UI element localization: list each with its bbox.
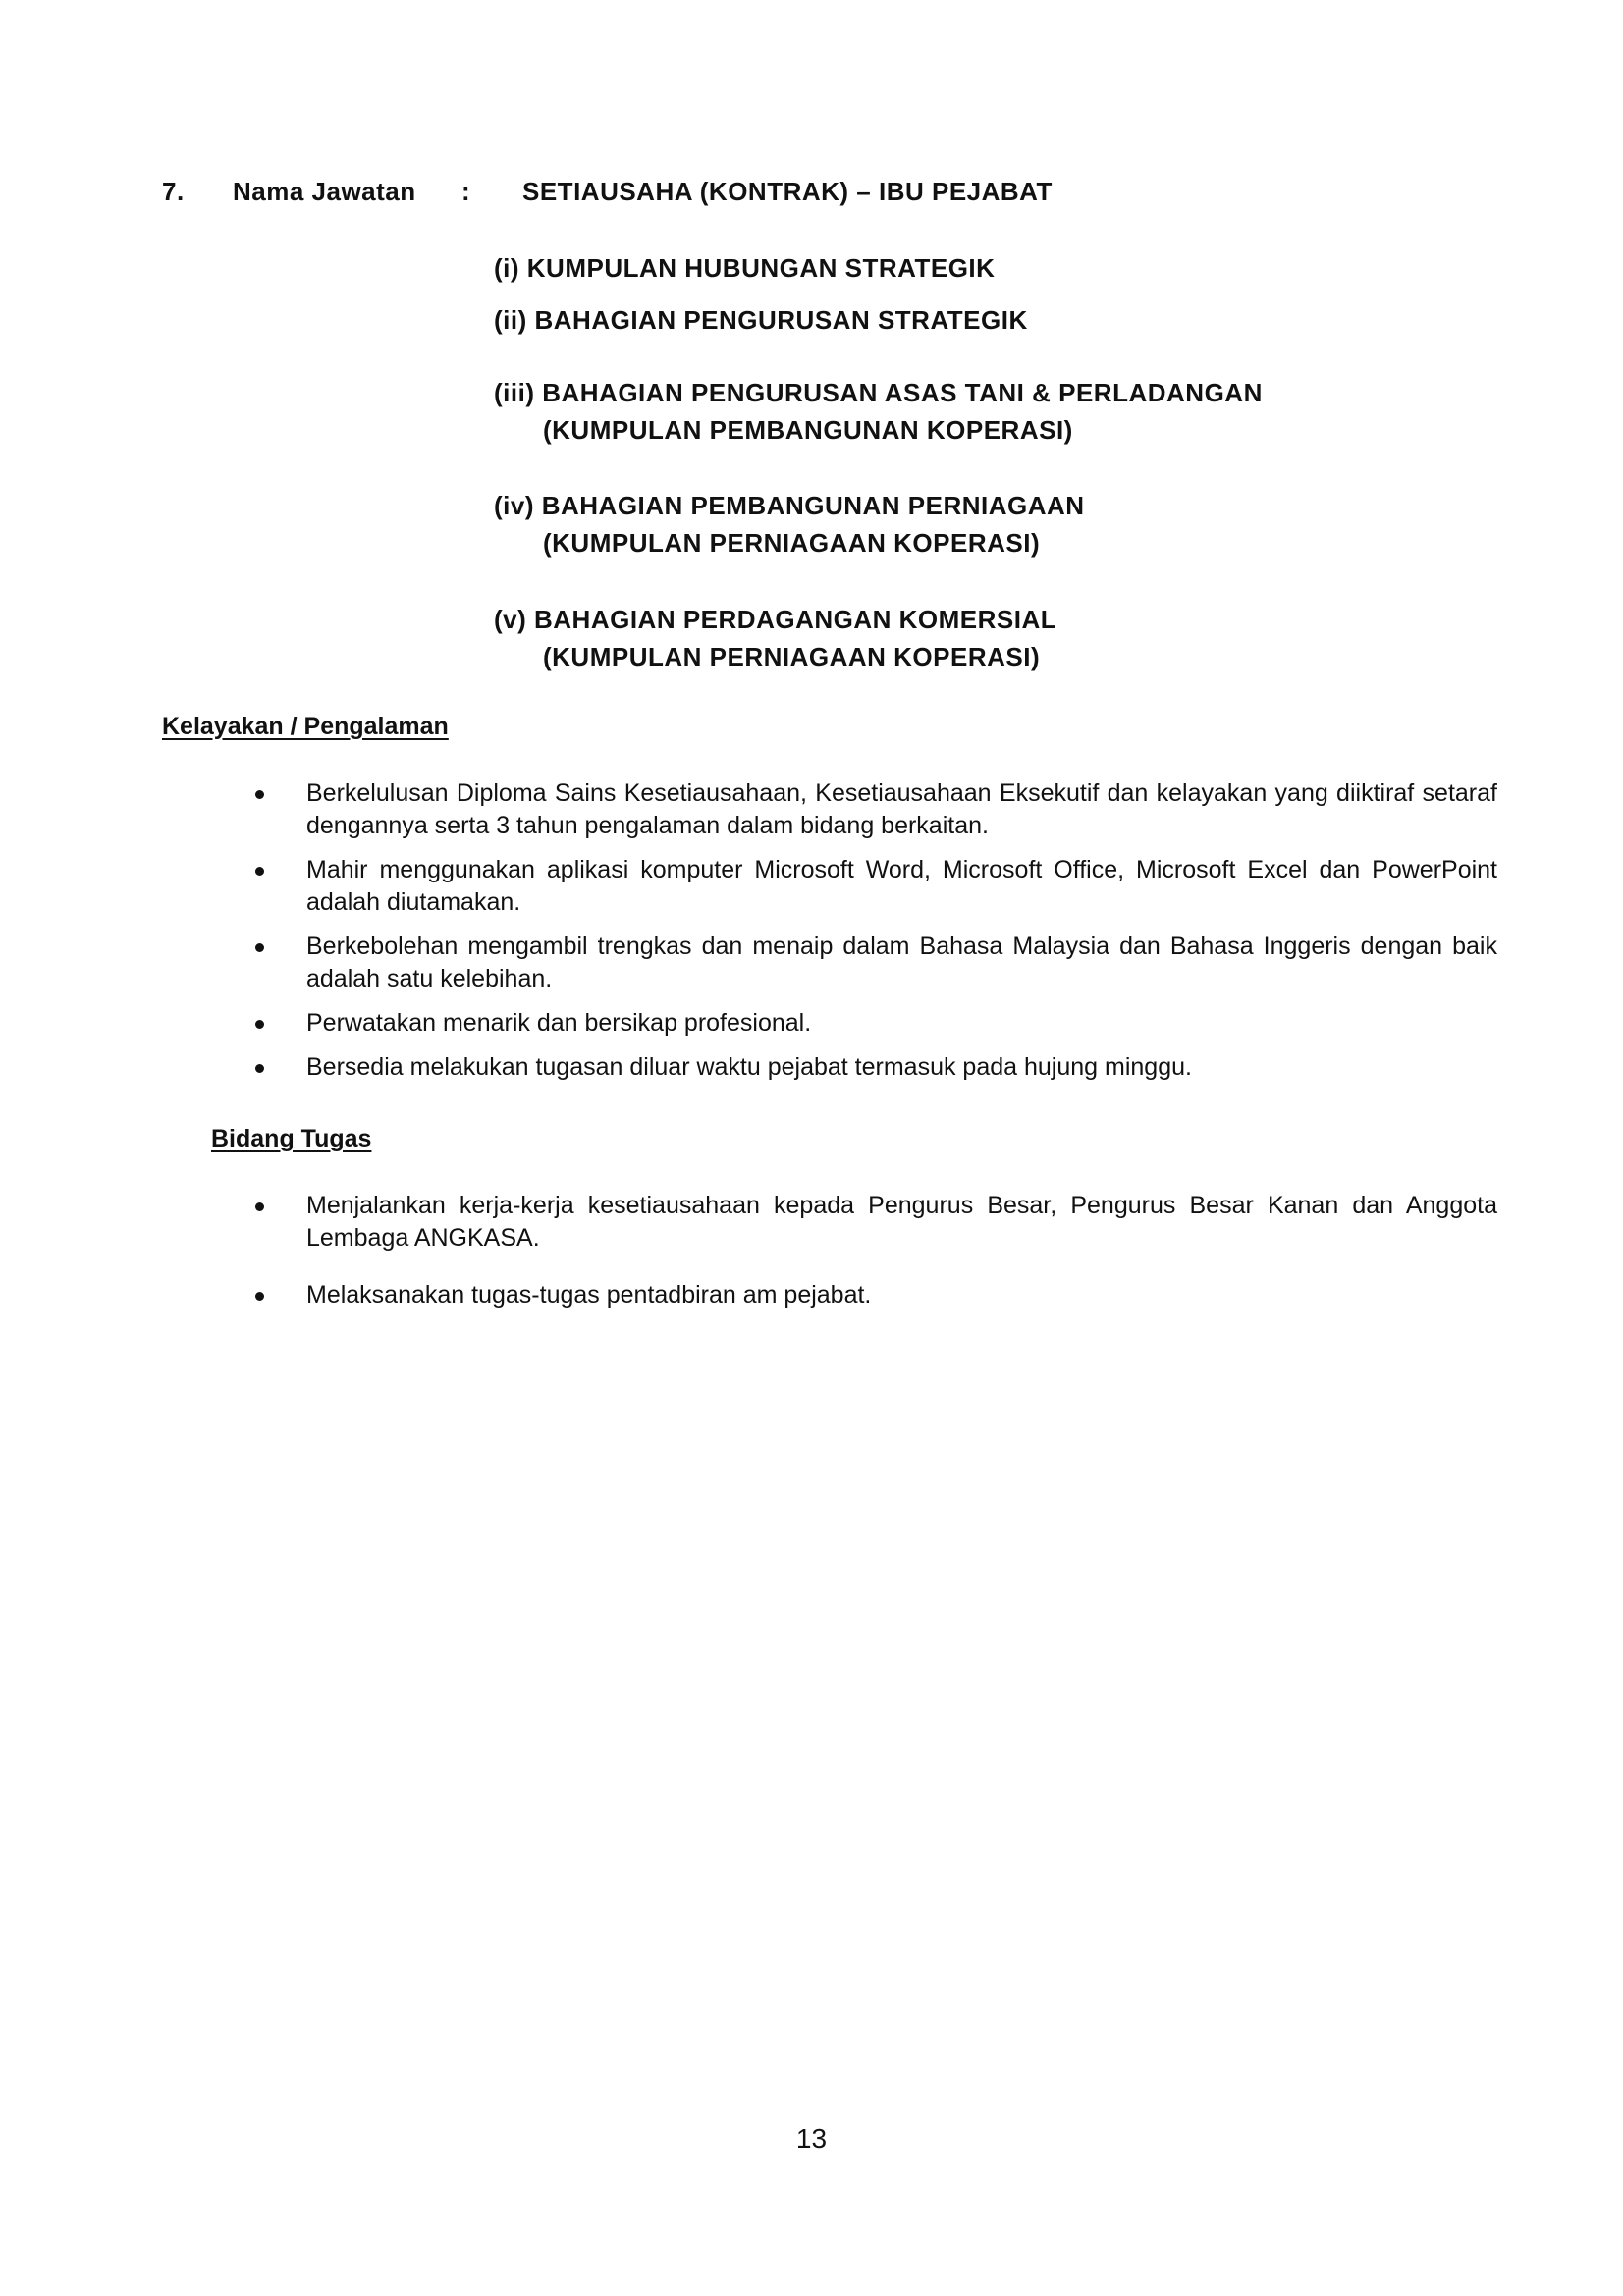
page-number: 13 bbox=[795, 2123, 828, 2154]
list-item-text: Mahir menggunakan aplikasi komputer Microsoft Word, Microsoft Office, Microsoft Excel dan PowerPoint adalah diutamakan. bbox=[306, 856, 1497, 916]
label-colon: : bbox=[461, 177, 471, 206]
unit-name: (iii) BAHAGIAN PENGURUSAN ASAS TANI & PERLADANGAN bbox=[494, 378, 1263, 407]
list-item bbox=[252, 931, 1497, 995]
bullet-icon bbox=[255, 1292, 264, 1301]
unit-item bbox=[494, 249, 995, 287]
unit-name: (i) KUMPULAN HUBUNGAN STRATEGIK bbox=[494, 253, 996, 283]
unit-name: (iv) BAHAGIAN PEMBANGUNAN PERNIAGAAN bbox=[494, 491, 1085, 520]
job-title: SETIAUSAHA (KONTRAK) – IBU PEJABAT bbox=[522, 177, 1053, 206]
qualifications-list bbox=[252, 777, 1497, 1084]
unit-item bbox=[494, 374, 1263, 449]
list-item-text: Berkebolehan mengambil trengkas dan menaip dalam Bahasa Malaysia dan Bahasa Inggeris dengan baik adalah satu kelebihan. bbox=[306, 933, 1497, 992]
unit-item bbox=[494, 487, 1085, 561]
qualifications-heading: Kelayakan / Pengalaman bbox=[162, 713, 449, 740]
list-item-text: Bersedia melakukan tugasan diluar waktu pejabat termasuk pada hujung minggu. bbox=[306, 1053, 1192, 1081]
unit-group: (KUMPULAN PERNIAGAAN KOPERASI) bbox=[543, 642, 1041, 671]
list-item bbox=[252, 1007, 1497, 1040]
bullet-icon bbox=[255, 1202, 264, 1211]
list-item bbox=[252, 1051, 1497, 1084]
duties-list bbox=[252, 1190, 1497, 1311]
list-item-text: Melaksanakan tugas-tugas pentadbiran am pejabat. bbox=[306, 1281, 872, 1308]
list-item bbox=[252, 854, 1497, 919]
list-item bbox=[252, 777, 1497, 842]
unit-item bbox=[494, 601, 1056, 675]
bullet-icon bbox=[255, 943, 264, 952]
bullet-icon bbox=[255, 1064, 264, 1073]
unit-name: (ii) BAHAGIAN PENGURUSAN STRATEGIK bbox=[494, 305, 1028, 335]
position-label: Nama Jawatan bbox=[233, 177, 416, 206]
duties-heading: Bidang Tugas bbox=[211, 1125, 372, 1152]
list-item bbox=[252, 1190, 1497, 1255]
list-item-text: Berkelulusan Diploma Sains Kesetiausahaan, Kesetiausahaan Eksekutif dan kelayakan yang diiktiraf setaraf dengannya serta 3 tahun pengalaman dalam bidang berkaitan. bbox=[306, 779, 1497, 839]
item-number: 7. bbox=[162, 177, 185, 206]
unit-group: (KUMPULAN PEMBANGUNAN KOPERASI) bbox=[543, 415, 1073, 445]
list-item-text: Perwatakan menarik dan bersikap profesional. bbox=[306, 1009, 812, 1037]
list-item-text: Menjalankan kerja-kerja kesetiausahaan kepada Pengurus Besar, Pengurus Besar Kanan dan Anggota Lembaga ANGKASA. bbox=[306, 1192, 1497, 1252]
unit-name: (v) BAHAGIAN PERDAGANGAN KOMERSIAL bbox=[494, 605, 1057, 634]
bullet-icon bbox=[255, 1020, 264, 1029]
list-item bbox=[252, 1279, 1497, 1311]
bullet-icon bbox=[255, 790, 264, 799]
unit-group: (KUMPULAN PERNIAGAAN KOPERASI) bbox=[543, 528, 1041, 558]
bullet-icon bbox=[255, 867, 264, 876]
unit-item bbox=[494, 301, 1028, 339]
